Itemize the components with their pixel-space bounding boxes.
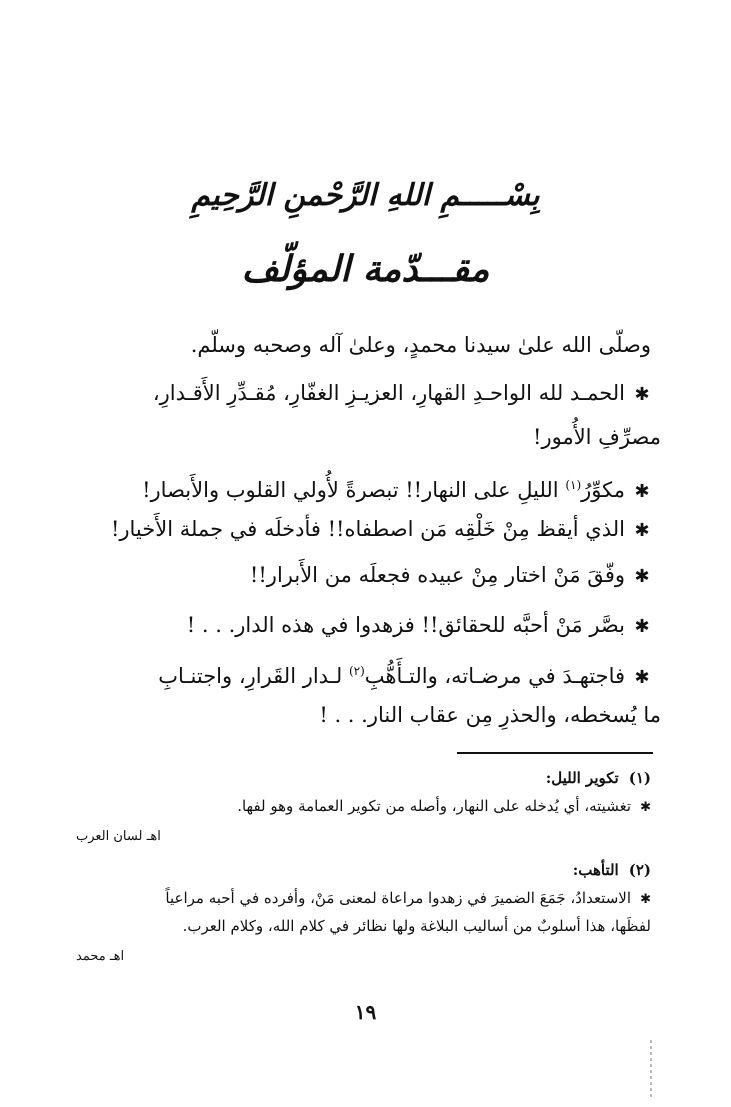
paragraph-text: الحمـد لله الواحـدِ القهارِ، العزيـزِ الغفّارِ، مُقـدِّرِ الأَقـدارِ، [152,381,625,405]
paragraph-line-6 [76,558,651,594]
asterisk-icon: ✱ [640,800,651,815]
paragraph-text: الليلِ على النهار!! تبصرةً لأُولي القلوب والأَبصار! [142,478,566,502]
asterisk-icon: ✱ [640,892,651,907]
asterisk-icon: ✱ [634,565,650,587]
paragraph-line-2 [76,376,651,412]
footnote-text: الاستعدادُ، جَمَعَ الضميرَ في زهدوا مراعاة لمعنى مَنْ، وأفرده في أحبه مراعياً [165,889,631,907]
paragraph-text: بصَّر مَنْ أحبَّه للحقائق!! فزهدوا في هذه الدار. . . ! [186,613,625,637]
paragraph-text: الذي أيقظ مِنْ خَلْقِه مَن اصطفاه!! فأدخلَه في جملة الأَخيار! [110,517,625,541]
footnote-1-source: اهـ لسان العرب [76,829,161,844]
footnote-term: تكوير الليل: [545,769,619,787]
page-number: ١٩ [354,1000,377,1024]
scan-artifact [650,1040,652,1100]
paragraph-line-4 [76,468,651,509]
asterisk-icon: ✱ [634,519,650,541]
footnote-2-text-continued: لفظَها، هذا أسلوبٌ من أساليب البلاغة ولها نظائر في كلام الله، وكلام العرب. [182,917,651,935]
paragraph-line-5 [76,512,651,548]
footnote-1-heading [76,766,651,791]
asterisk-icon: ✱ [634,480,650,502]
footnote-ref-2[interactable]: (٢) [348,664,365,678]
asterisk-icon: ✱ [634,666,650,688]
footnote-term: التأهب: [572,861,619,879]
asterisk-icon: ✱ [634,383,650,405]
paragraph-text: فاجتهـدَ في مرضـاته، والتـأَهُّبِ [364,664,625,688]
page-title: مقـــدّمة المؤلّف [241,248,490,290]
footnote-text: تغشيته، أي يُدخله على النهار، وأصله من تكوير العمامة وهو لفها. [237,797,631,815]
paragraph-line-7 [76,608,651,644]
footnote-2-heading [76,858,651,883]
footnote-2-text [76,886,651,912]
paragraph-text: لـدار القَرارِ، واجتنـابِ [158,664,349,688]
asterisk-icon: ✱ [634,615,650,637]
paragraph-text: مكوِّرُ [581,478,625,502]
footnote-ref-1[interactable]: (١) [565,478,582,492]
basmala-heading: بِسْـــــمِ اللهِ الرَّحْمنِ الرَّحِيمِ [191,178,540,213]
paragraph-line-9: ما يُسخطه، والحذرِ مِن عقاب النار. . . ! [319,703,661,727]
paragraph-line-1: وصلّى الله علىٰ سيدنا محمدٍ، وعلىٰ آله وصحبه وسلّم. [190,333,651,357]
paragraph-text: وفّقَ مَنْ اختار مِنْ عبيده فجعلَه من الأَبرار!! [249,563,625,587]
footnote-1-text [76,794,651,820]
footnote-separator [457,752,653,754]
footnote-number: (١) [628,769,651,787]
paragraph-line-3: مصرِّفِ الأُمور! [533,425,661,449]
footnote-2-source: اهـ محمد [76,949,125,964]
footnote-number: (٢) [628,861,651,879]
paragraph-line-8 [76,654,651,695]
